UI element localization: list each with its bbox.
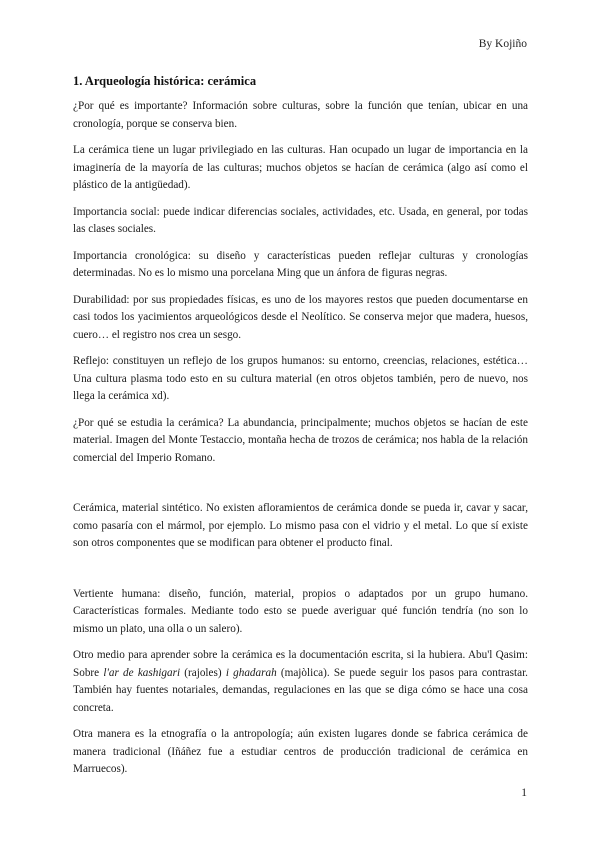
paragraph-why-study: ¿Por qué se estudia la cerámica? La abundancia, principalmente; muchos objetos se hacían de este material. Imagen del Monte Testaccio, montaña hecha de trozos de cerámica; nos habla de la relación comercial del Imperio Romano. <box>73 416 528 464</box>
written-doc-text-c: (majòlica). Se puede seguir los pasos para contrastar. También hay fuentes notariales, demandas, regulaciones en las que se diga cómo se hace una cosa concreta. <box>73 666 528 714</box>
written-doc-text-a: Otro medio para aprender sobre la cerámica es la documentación escrita, si la hubiera. Abu'l Qasim: Sobre <box>73 649 528 679</box>
paragraph-ethnography: Otra manera es la etnografía o la antropología; aún existen lugares donde se fabrica cerámica de manera tradicional (Iñáñez fue a estudiar centros de producción tradicional de cerámica en Marruecos). <box>73 728 528 775</box>
page-number: 1 <box>521 787 527 799</box>
paragraph-synthetic-material: Cerámica, material sintético. No existen afloramientos de cerámica donde se pueda ir, cavar y sacar, como pasaría con el mármol, por ejemplo. Lo mismo pasa con el vidrio y el metal. Lo que sí existe son otros componentes que se modifican para obtener el producto final. <box>73 502 528 549</box>
written-doc-italic-1: l'ar de kashigari <box>103 666 181 679</box>
written-doc-text-b: (rajoles) <box>180 666 226 679</box>
paragraph-written-documentation <box>73 647 528 717</box>
header-author: By Kojiño <box>478 38 527 50</box>
paragraph-human-aspect: Vertiente humana: diseño, función, material, propios o adaptados por un grupo humano. Características formales. Mediante todo esto se puede averiguar qué función tendría (no son lo mismo un plato, una olla o un salero). <box>73 587 528 635</box>
paragraph-durability: Durabilidad: por sus propiedades físicas, es uno de los mayores restos que pueden documentarse en casi todos los yacimientos arqueológicos desde el Neolítico. Se conserva mejor que madera, huesos, cuero… el registro nos crea un sesgo. <box>73 293 528 341</box>
section-title: 1. Arqueología histórica: cerámica <box>73 74 257 88</box>
paragraph-social-importance: Importancia social: puede indicar diferencias sociales, actividades, etc. Usada, en general, por todas las clases sociales. <box>73 205 528 235</box>
paragraph-chronological-importance: Importancia cronológica: su diseño y características pueden reflejar culturas y cronologías determinadas. No es lo mismo una porcelana Ming que un ánfora de figuras negras. <box>73 249 528 279</box>
page-content <box>73 74 528 788</box>
paragraph-reflection: Reflejo: constituyen un reflejo de los grupos humanos: su entorno, creencias, relaciones, estética… Una cultura plasma todo esto en su cultura material (en otros objetos también, pero de nuevo, nos llega la cerámica xd). <box>73 355 528 402</box>
paragraph-privileged-place: La cerámica tiene un lugar privilegiado en las culturas. Han ocupado un lugar de importancia en la imaginería de la mayoría de las culturas; muchos objetos se hacían de cerámica (algo así como el plástico de la antigüedad). <box>73 144 528 191</box>
written-doc-italic-2: i ghadarah <box>225 666 277 679</box>
paragraph-importance: ¿Por qué es importante? Información sobre culturas, sobre la función que tenían, ubicar en una cronología, porque se conserva bien. <box>73 100 528 130</box>
